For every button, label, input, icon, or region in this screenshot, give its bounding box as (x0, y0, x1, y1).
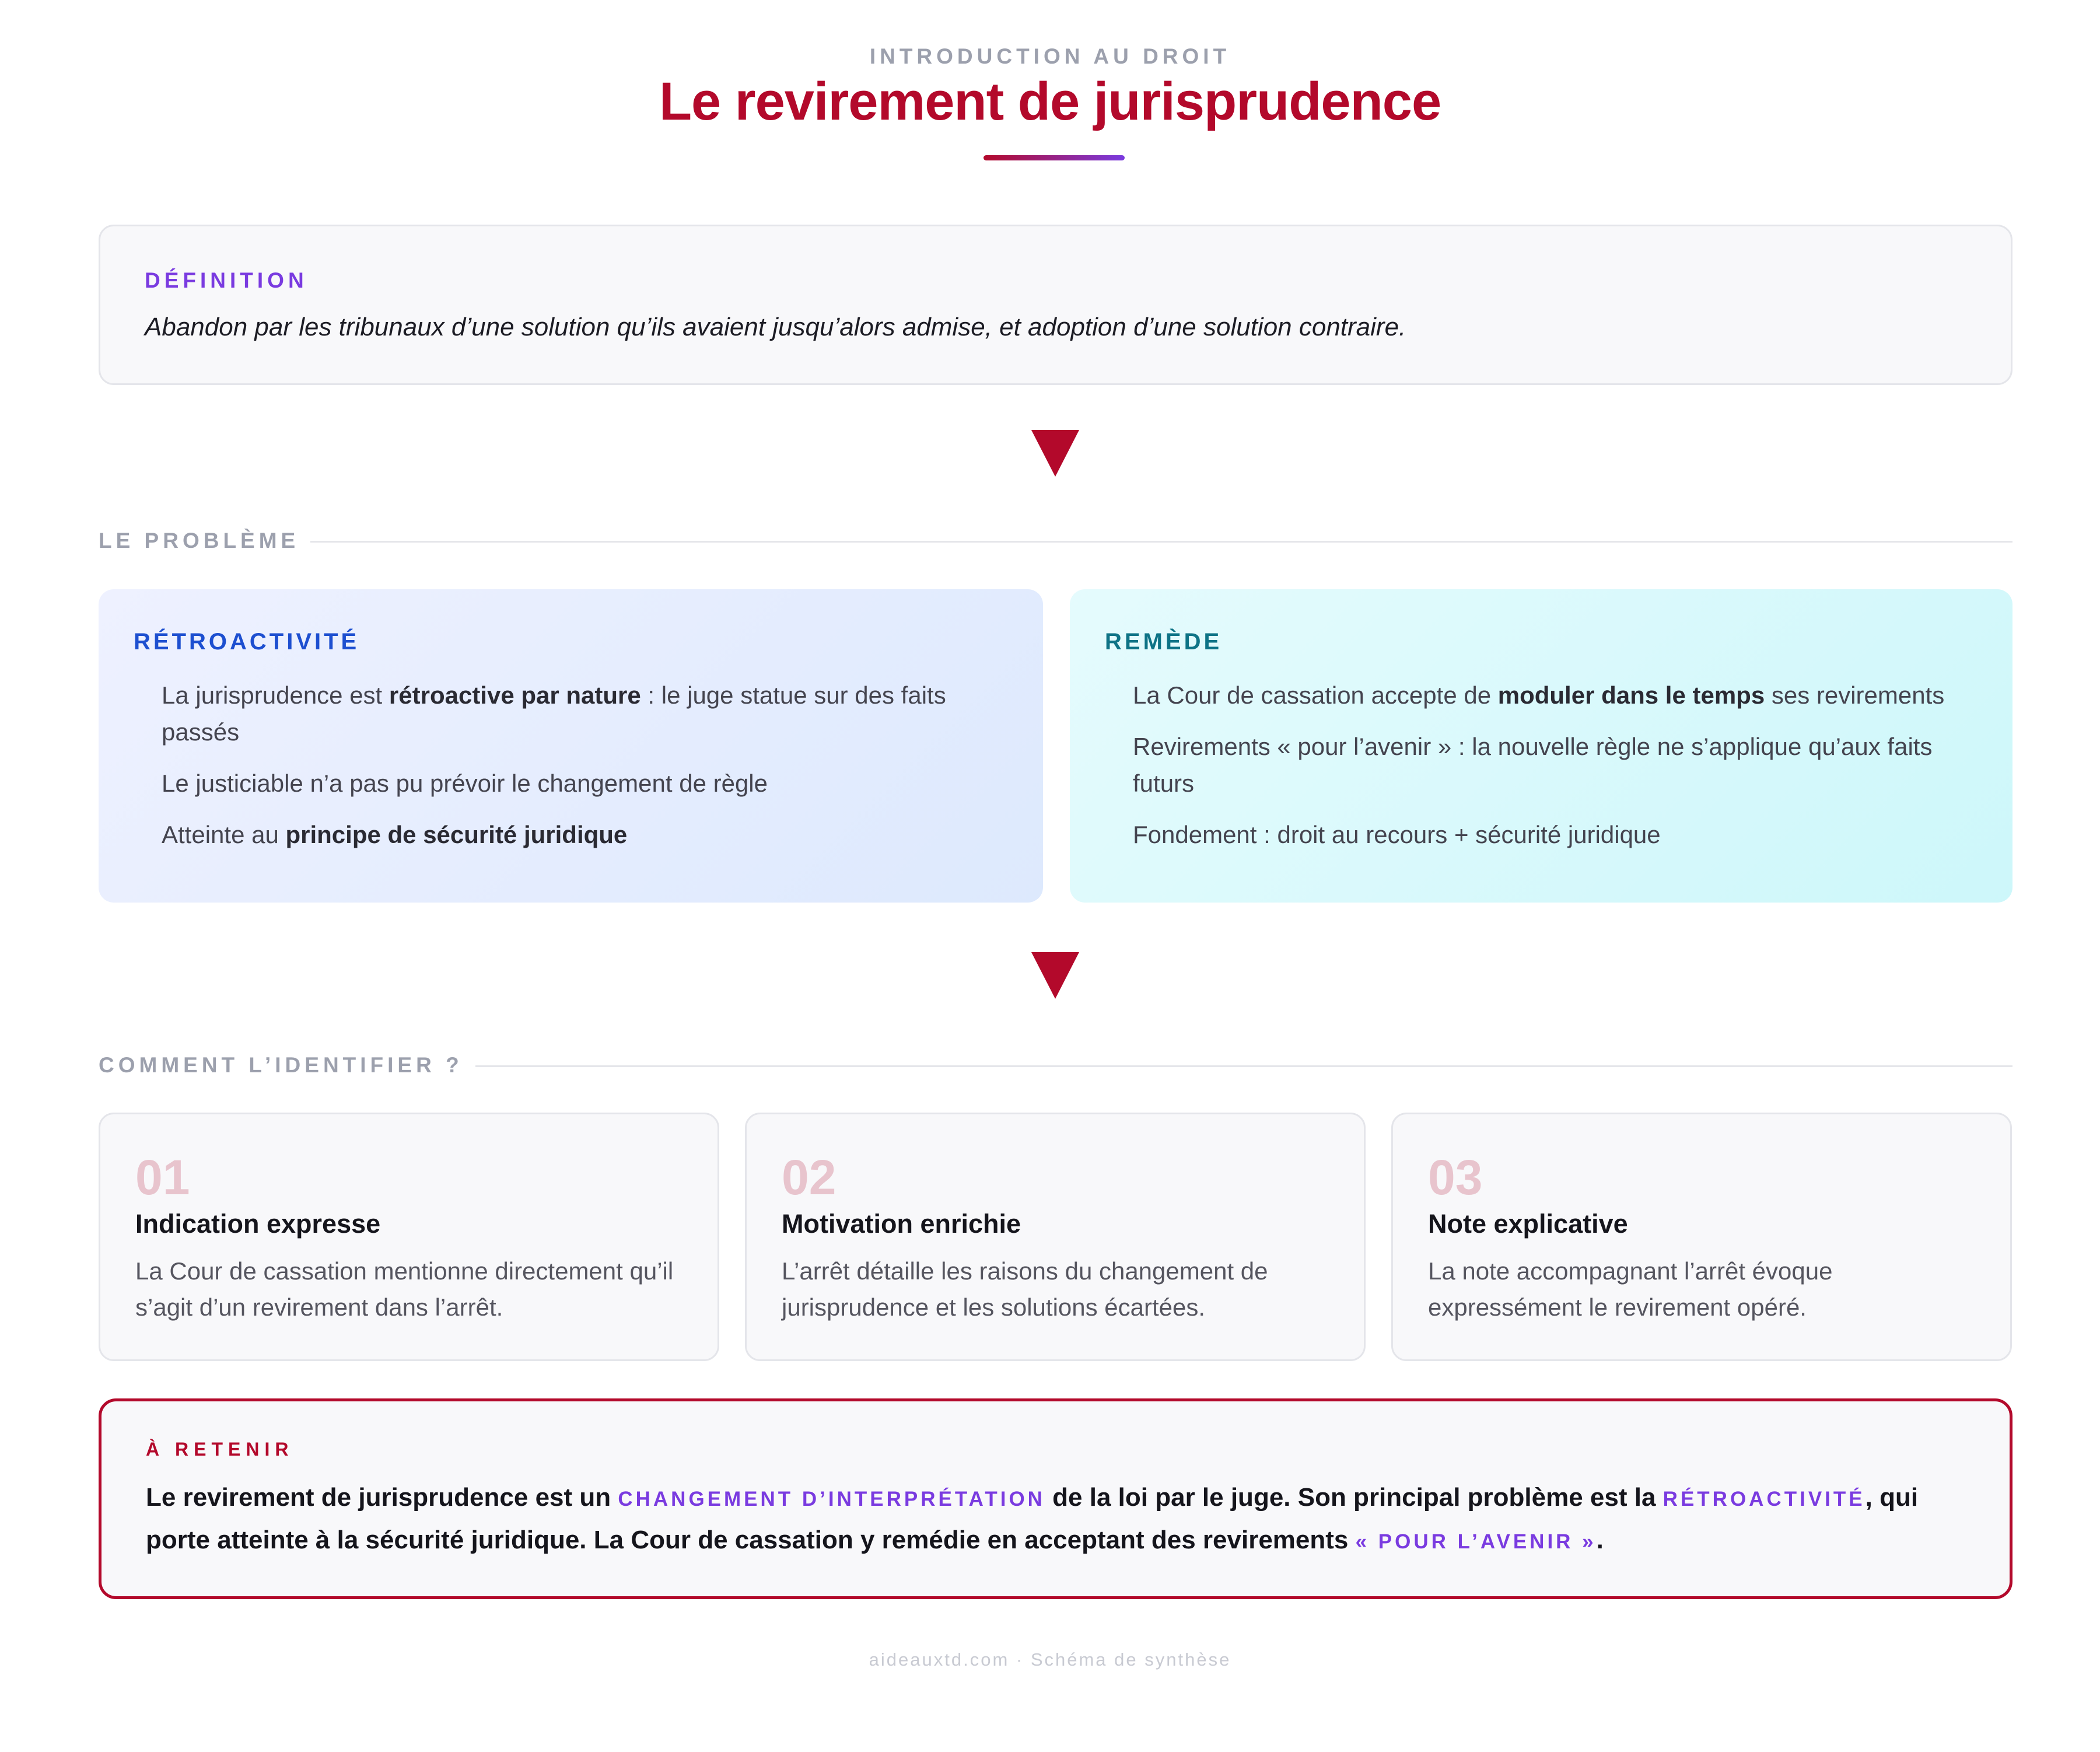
retroactivite-panel (99, 589, 1043, 903)
step-title: Indication expresse (135, 1209, 381, 1239)
bullet-list (1133, 677, 1973, 868)
step-number: 02 (782, 1150, 836, 1205)
step-text: La Cour de cassation mentionne directement qu’il s’agit d’un revirement dans l’arrêt. (135, 1257, 674, 1321)
section-divider (310, 541, 2013, 543)
section-label-identifier: COMMENT L’IDENTIFIER ? (99, 1053, 463, 1077)
bullet-list (162, 677, 1002, 868)
step-title: Note explicative (1428, 1209, 1628, 1239)
panel-title: REMÈDE (1105, 629, 1223, 655)
retain-label: À RETENIR (146, 1439, 294, 1460)
list-item: Revirements « pour l’avenir » : la nouvelle règle ne s’applique qu’aux faits futurs (1133, 733, 1933, 797)
highlight-term: RÉTROACTIVITÉ (1662, 1488, 1866, 1510)
list-item: Fondement : droit au recours + sécurité juridique (1133, 821, 1661, 848)
definition-label: DÉFINITION (145, 268, 308, 292)
title-underline (984, 155, 1125, 160)
remede-panel (1070, 589, 2013, 903)
step-number: 03 (1428, 1150, 1483, 1205)
step-card-03 (1391, 1113, 2012, 1361)
step-text: L’arrêt détaille les raisons du changement de jurisprudence et les solutions écartées. (782, 1257, 1268, 1321)
footer-credit: aideauxtd.com · Schéma de synthèse (869, 1649, 1231, 1670)
down-arrow-icon (1031, 430, 1079, 477)
list-item: La jurisprudence est rétroactive par nature : le juge statue sur des faits passés (162, 681, 946, 746)
page-kicker: INTRODUCTION AU DROIT (869, 44, 1231, 68)
section-divider (475, 1065, 2013, 1067)
step-text: La note accompagnant l’arrêt évoque expressément le revirement opéré. (1428, 1257, 1833, 1321)
step-card-01 (99, 1113, 719, 1361)
list-item: Le justiciable n’a pas pu prévoir le changement de règle (162, 770, 768, 797)
definition-card (99, 225, 2013, 385)
step-title: Motivation enrichie (782, 1209, 1021, 1239)
list-item: Atteinte au principe de sécurité juridique (162, 821, 628, 848)
step-card-02 (745, 1113, 1366, 1361)
panel-title: RÉTROACTIVITÉ (134, 629, 360, 655)
highlight-term: « POUR L’AVENIR » (1355, 1530, 1597, 1553)
retain-box (99, 1398, 2013, 1599)
down-arrow-icon (1031, 952, 1079, 999)
section-label-probleme: LE PROBLÈME (99, 529, 300, 552)
list-item: La Cour de cassation accepte de moduler dans le temps ses revirements (1133, 681, 1945, 709)
highlight-term: CHANGEMENT D’INTERPRÉTATION (618, 1488, 1045, 1510)
page-title: Le revirement de jurisprudence (659, 72, 1441, 131)
step-number: 01 (135, 1150, 190, 1205)
retain-text: Le revirement de jurisprudence est un CHANGEMENT D’INTERPRÉTATION de la loi par le juge. Son principal problème est la RÉTROACTIVITÉ, qui porte atteinte à la sécurité juridique. La Cour de cassation y remédie en acceptant des revirements « POUR L’AVENIR ». (146, 1483, 1919, 1554)
definition-text: Abandon par les tribunaux d’une solution qu’ils avaient jusqu’alors admise, et adoption d’une solution contraire. (145, 313, 1406, 341)
